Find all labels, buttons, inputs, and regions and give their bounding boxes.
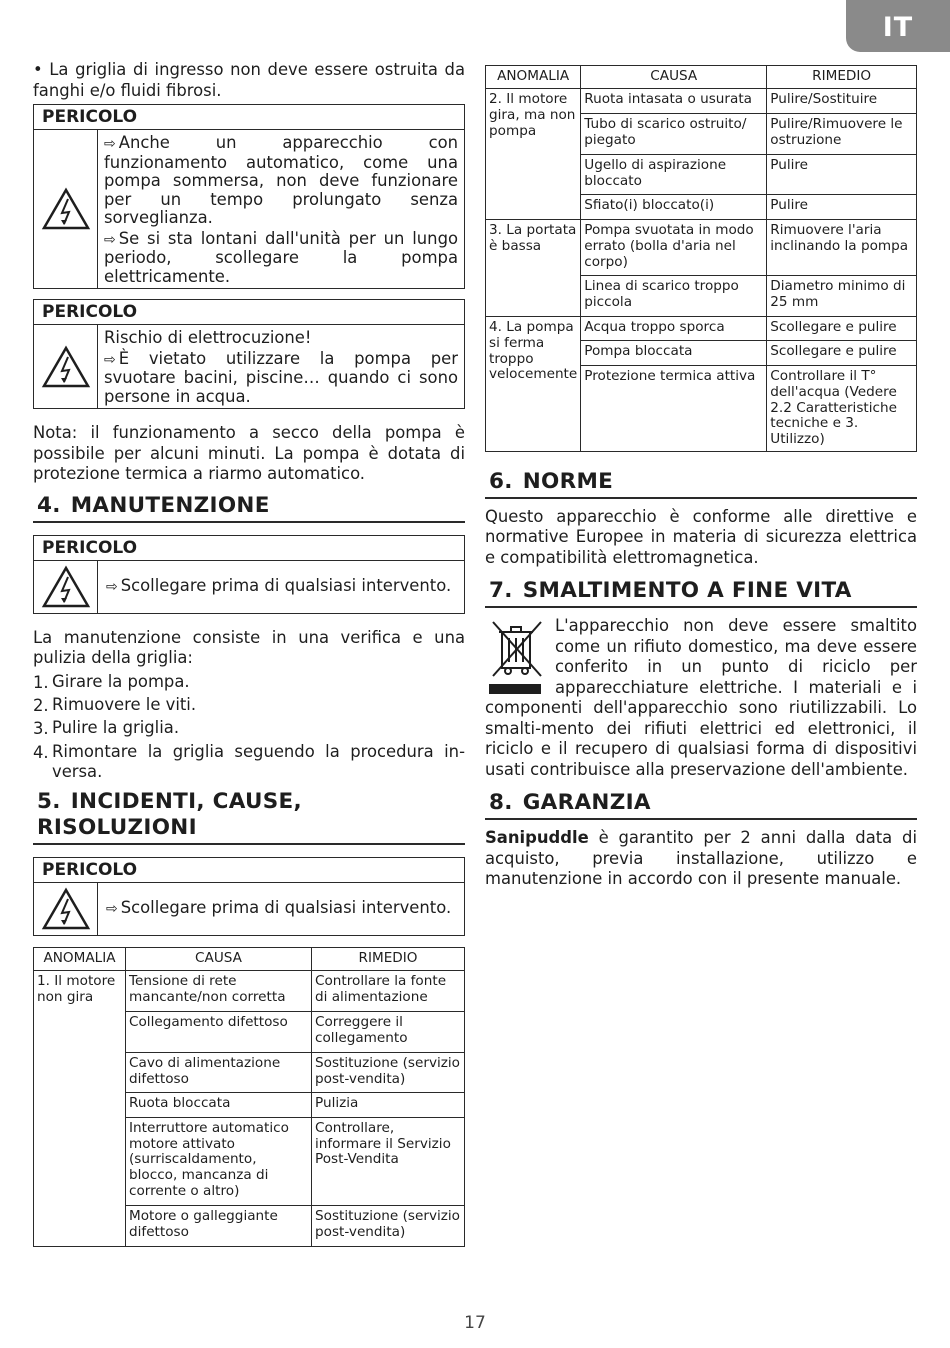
remedy-cell: Diametro minimo di 25 mm [767, 276, 917, 317]
right-column [485, 65, 917, 890]
cause-cell: Interruttore automatico motore attivato (surriscaldamento, blocco, mancanza di corrente o altro) [126, 1117, 312, 1205]
remedy-cell: Sostituzione (servizio post-vendita) [312, 1052, 465, 1092]
table-row [34, 970, 465, 1011]
remedy-cell: Correggere il collegamento [312, 1011, 465, 1052]
list-item: 1. Girare la pompa. [33, 671, 190, 692]
language-tab: IT [846, 0, 950, 52]
remedy-cell: Controllare, informare il Servizio Post-Vendita [312, 1117, 465, 1205]
table-row [486, 220, 917, 276]
table-header-row [486, 66, 917, 89]
anomaly-cell: 4. La pompa si ferma troppo velocemente [486, 317, 581, 452]
remedy-cell: Pulire/Rimuovere le ostruzione [767, 114, 917, 155]
danger-intro: Rischio di elettrocuzione! [104, 328, 312, 347]
cause-cell: Collegamento difettoso [126, 1011, 312, 1052]
cause-cell: Motore o galleggiante difettoso [126, 1205, 312, 1246]
cause-cell: Ruota bloccata [126, 1092, 312, 1117]
danger-box-2 [33, 299, 465, 409]
danger-title: PERICOLO [34, 536, 464, 561]
cause-cell: Pompa bloccata [581, 341, 767, 366]
electric-warning-icon [34, 325, 98, 408]
warranty-text: Sanipuddle è garantito per 2 anni dalla data di acquisto, previa installazione, utilizzo e manutenzione in accordo con il presente manuale. [485, 828, 917, 889]
anomaly-cell: 2. Il motore gira, ma non pompa [486, 89, 581, 220]
cause-cell: Acqua troppo sporca [581, 317, 767, 341]
header-anomalia: ANOMALIA [34, 947, 126, 970]
troubleshooting-table-2 [485, 65, 917, 452]
cause-cell: Pompa svuotata in modo errato (bolla d'aria nel corpo) [581, 220, 767, 276]
remedy-cell: Controllare il T° dell'acqua (Vedere 2.2 Caratteristiche tecniche e 3. Utilizzo) [767, 366, 917, 452]
maintenance-steps [33, 671, 465, 783]
danger-line: ⇨ Anche un apparecchio con funzionamento automatico, come una pompa sommersa, non deve funzionare per un tempo prolungato senza sorveglianza. [104, 133, 458, 227]
disposal-block [485, 616, 917, 780]
table-row [486, 317, 917, 341]
danger-title: PERICOLO [34, 858, 464, 883]
remedy-cell: Scollegare e pulire [767, 317, 917, 341]
electric-warning-icon [34, 561, 98, 613]
header-rimedio: RIMEDIO [767, 66, 917, 89]
list-item: 3. Pulire la griglia. [33, 718, 180, 739]
remedy-cell: Sostituzione (servizio post-vendita) [312, 1205, 465, 1246]
list-item: 2. Rimuovere le viti. [33, 694, 197, 715]
arrow-icon: ⇨ [104, 136, 116, 152]
electric-warning-icon [34, 130, 98, 288]
anomaly-cell: 1. Il motore non gira [34, 970, 126, 1246]
norme-text: Questo apparecchio è conforme alle direttive e normative Europee in materia di sicurezza elettrica e compatibilità elettromagnetica. [485, 506, 917, 567]
danger-line: ⇨ Se si sta lontani dall'unità per un lungo periodo, scollegare la pompa elettricamente. [104, 228, 458, 286]
cause-cell: Tensione di rete mancante/non corretta [126, 970, 312, 1011]
remedy-cell: Scollegare e pulire [767, 341, 917, 366]
note-text: Nota: il funzionamento a secco della pompa è possibile per alcuni minuti. La pompa è dotata di protezione termica a riarmo automatico. [33, 423, 465, 483]
header-causa: CAUSA [126, 947, 312, 970]
arrow-icon: ⇨ [106, 901, 118, 918]
cause-cell: Tubo di scarico ostruito/ piegato [581, 114, 767, 155]
page-number: 17 [464, 1313, 486, 1333]
section-heading-6: 6. NORME [485, 469, 917, 499]
remedy-cell: Controllare la fonte di alimentazione [312, 970, 465, 1011]
arrow-icon: ⇨ [106, 579, 118, 596]
header-rimedio: RIMEDIO [312, 947, 465, 970]
cause-cell: Ugello di aspirazione bloccato [581, 155, 767, 195]
cause-cell: Sfiato(i) bloccato(i) [581, 195, 767, 220]
remedy-cell: Pulizia [312, 1092, 465, 1117]
anomaly-cell: 3. La portata è bassa [486, 220, 581, 317]
table-row [486, 89, 917, 114]
header-causa: CAUSA [581, 66, 767, 89]
electric-warning-icon [34, 883, 98, 935]
danger-line: ⇨ È vietato utilizzare la pompa per svuotare bacini, piscine… quando ci sono persone in acqua. [104, 348, 458, 406]
danger-box-1 [33, 104, 465, 289]
cause-cell: Ruota intasata o usurata [581, 89, 767, 114]
remedy-cell: Pulire [767, 195, 917, 220]
left-column [33, 60, 465, 1247]
remedy-cell: Rimuovere l'aria inclinando la pompa [767, 220, 917, 276]
list-item: 4. Rimontare la griglia seguendo la procedura in-versa. [33, 741, 465, 782]
cause-cell: Protezione termica attiva [581, 366, 767, 452]
danger-line: ⇨ Scollegare prima di qualsiasi intervento. [106, 576, 452, 596]
section-heading-5: 5. INCIDENTI, CAUSE, RISOLUZIONI [33, 789, 465, 845]
danger-title: PERICOLO [34, 300, 464, 325]
remedy-cell: Pulire [767, 155, 917, 195]
arrow-icon: ⇨ [104, 231, 116, 248]
danger-title: PERICOLO [34, 105, 464, 130]
table-header-row [34, 947, 465, 970]
cause-cell: Cavo di alimentazione difettoso [126, 1052, 312, 1092]
header-anomalia: ANOMALIA [486, 66, 581, 89]
cause-cell: Linea di scarico troppo piccola [581, 276, 767, 317]
brand-name: Sanipuddle [485, 828, 589, 848]
disposal-text: L'apparecchio non deve essere smaltito come un rifiuto domestico, ma deve essere conferito in un punto di riciclo per apparecchiature elettriche. I materiali e i componenti dell'apparecchio sono riutilizzabili. Lo smalti-mento dei rifiuti elettrici ed elettronici, il riciclo e il recupero di qualsiasi forma di dispositivi usati contribuisce alla preservazione dell'ambiente. [485, 616, 917, 779]
section-heading-8: 8. GARANZIA [485, 790, 917, 820]
section-heading-7: 7. SMALTIMENTO A FINE VITA [485, 578, 917, 608]
arrow-icon: ⇨ [104, 351, 116, 368]
maintenance-intro: La manutenzione consiste in una verifica e una pulizia della griglia: [33, 627, 465, 667]
intro-bullet: • La griglia di ingresso non deve essere ostruita da fanghi e/o fluidi fibrosi. [33, 60, 465, 100]
danger-box-4 [33, 857, 465, 936]
troubleshooting-table-1 [33, 947, 465, 1247]
danger-box-3 [33, 535, 465, 614]
remedy-cell: Pulire/Sostituire [767, 89, 917, 114]
danger-line: ⇨ Scollegare prima di qualsiasi intervento. [106, 898, 452, 918]
section-heading-4: 4. MANUTENZIONE [33, 493, 465, 523]
weee-bin-icon [485, 616, 547, 698]
